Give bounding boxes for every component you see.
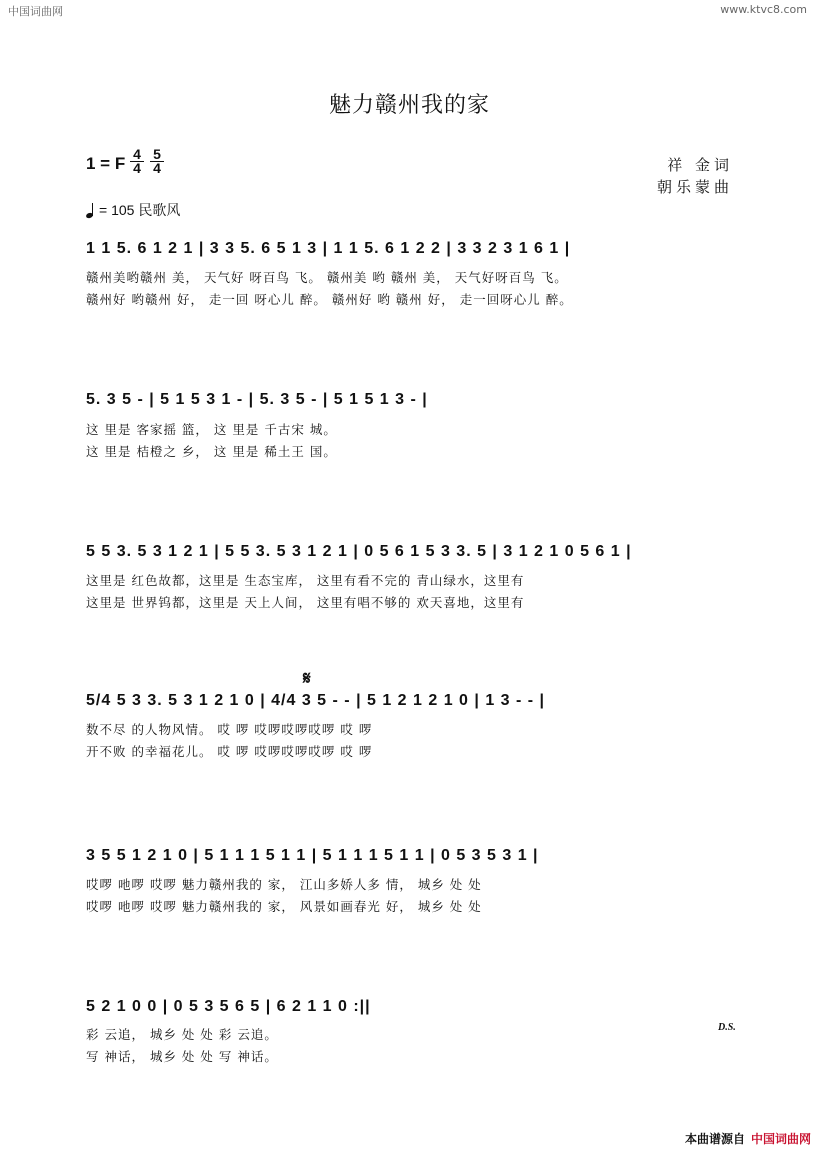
lyric-line-5-verse-2: 哎啰 吔啰 哎啰 魅力赣州我的 家， 风景如画春光 好， 城乡 处 处: [86, 899, 482, 914]
time-signature-5-4: 5 4: [150, 148, 164, 175]
site-watermark-right: www.ktvc8.com: [720, 3, 807, 16]
dal-segno-marking: D.S.: [718, 1022, 736, 1033]
notation-line-1: 1 1 5. 6 1 2 1 | 3 3 5. 6 5 1 3 | 1 1 5. 6 1 2 2 | 3 3 2 3 1 6 1 |: [86, 240, 571, 257]
lyric-line-2-verse-2: 这 里是 桔橙之 乡， 这 里是 稀土王 国。: [86, 444, 337, 459]
lyricist-credit: 祥 金词: [667, 156, 733, 174]
quarter-note-icon: [86, 202, 96, 218]
lyric-line-3-verse-1: 这里是 红色故都，这里是 生态宝库， 这里有看不完的 青山绿水，这里有: [86, 573, 525, 588]
segno-sign: 𝄋: [303, 668, 311, 689]
notation-line-4: 5/4 5 3 3. 5 3 1 2 1 0 | 4/4 3 5 - - | 5 1 2 1 2 1 0 | 1 3 - - |: [86, 692, 546, 709]
lyric-line-4-verse-1: 数不尽 的人物风情。 哎 啰 哎啰哎啰哎啰 哎 啰: [86, 722, 373, 737]
lyric-line-6-verse-2: 写 神话， 城乡 处 处 写 神话。: [86, 1049, 278, 1064]
notation-line-2: 5. 3 5 - | 5 1 5 3 1 - | 5. 3 5 - | 5 1 5 1 3 - |: [86, 391, 428, 408]
lyric-line-1-verse-1: 赣州美哟赣州 美， 天气好 呀百鸟 飞。 赣州美 哟 赣州 美， 天气好呀百鸟 飞。: [86, 270, 568, 285]
source-site: 中国词曲网: [750, 1132, 811, 1146]
lyric-line-3-verse-2: 这里是 世界钨都，这里是 天上人间， 这里有唱不够的 欢天喜地，这里有: [86, 595, 525, 610]
source-footer: [685, 1130, 811, 1147]
site-watermark-left: 中国词曲网: [8, 5, 63, 18]
song-title: 魅力赣州我的家: [328, 93, 490, 118]
composer-credit: 朝乐蒙曲: [656, 178, 733, 196]
notation-line-5: 3 5 5 1 2 1 0 | 5 1 1 1 5 1 1 | 5 1 1 1 5 1 1 | 0 5 3 5 3 1 |: [86, 847, 539, 864]
lyric-line-2-verse-1: 这 里是 客家摇 篮， 这 里是 千古宋 城。: [86, 422, 337, 437]
source-label: 本曲谱源自: [684, 1132, 745, 1146]
key-signature: 1 = F: [86, 154, 126, 173]
notation-line-3: 5 5 3. 5 3 1 2 1 | 5 5 3. 5 3 1 2 1 | 0 5 6 1 5 3 3. 5 | 3 1 2 1 0 5 6 1 |: [86, 543, 632, 560]
notation-line-6: 5 2 1 0 0 | 0 5 3 5 6 5 | 6 2 1 1 0 :||: [86, 998, 371, 1015]
lyric-line-4-verse-2: 开不败 的幸福花儿。 哎 啰 哎啰哎啰哎啰 哎 啰: [86, 744, 373, 759]
time-signature-4-4: 4 4: [130, 148, 144, 175]
lyric-line-5-verse-1: 哎啰 吔啰 哎啰 魅力赣州我的 家， 江山多娇人多 情， 城乡 处 处: [86, 877, 482, 892]
lyric-line-6-verse-1: 彩 云追， 城乡 处 处 彩 云追。: [86, 1027, 278, 1042]
lyric-line-1-verse-2: 赣州好 哟赣州 好， 走一回 呀心儿 醉。 赣州好 哟 赣州 好， 走一回呀心儿 醉。: [86, 292, 573, 307]
tempo-text: = 105 民歌风: [99, 202, 181, 218]
tempo-marking: [86, 200, 180, 220]
